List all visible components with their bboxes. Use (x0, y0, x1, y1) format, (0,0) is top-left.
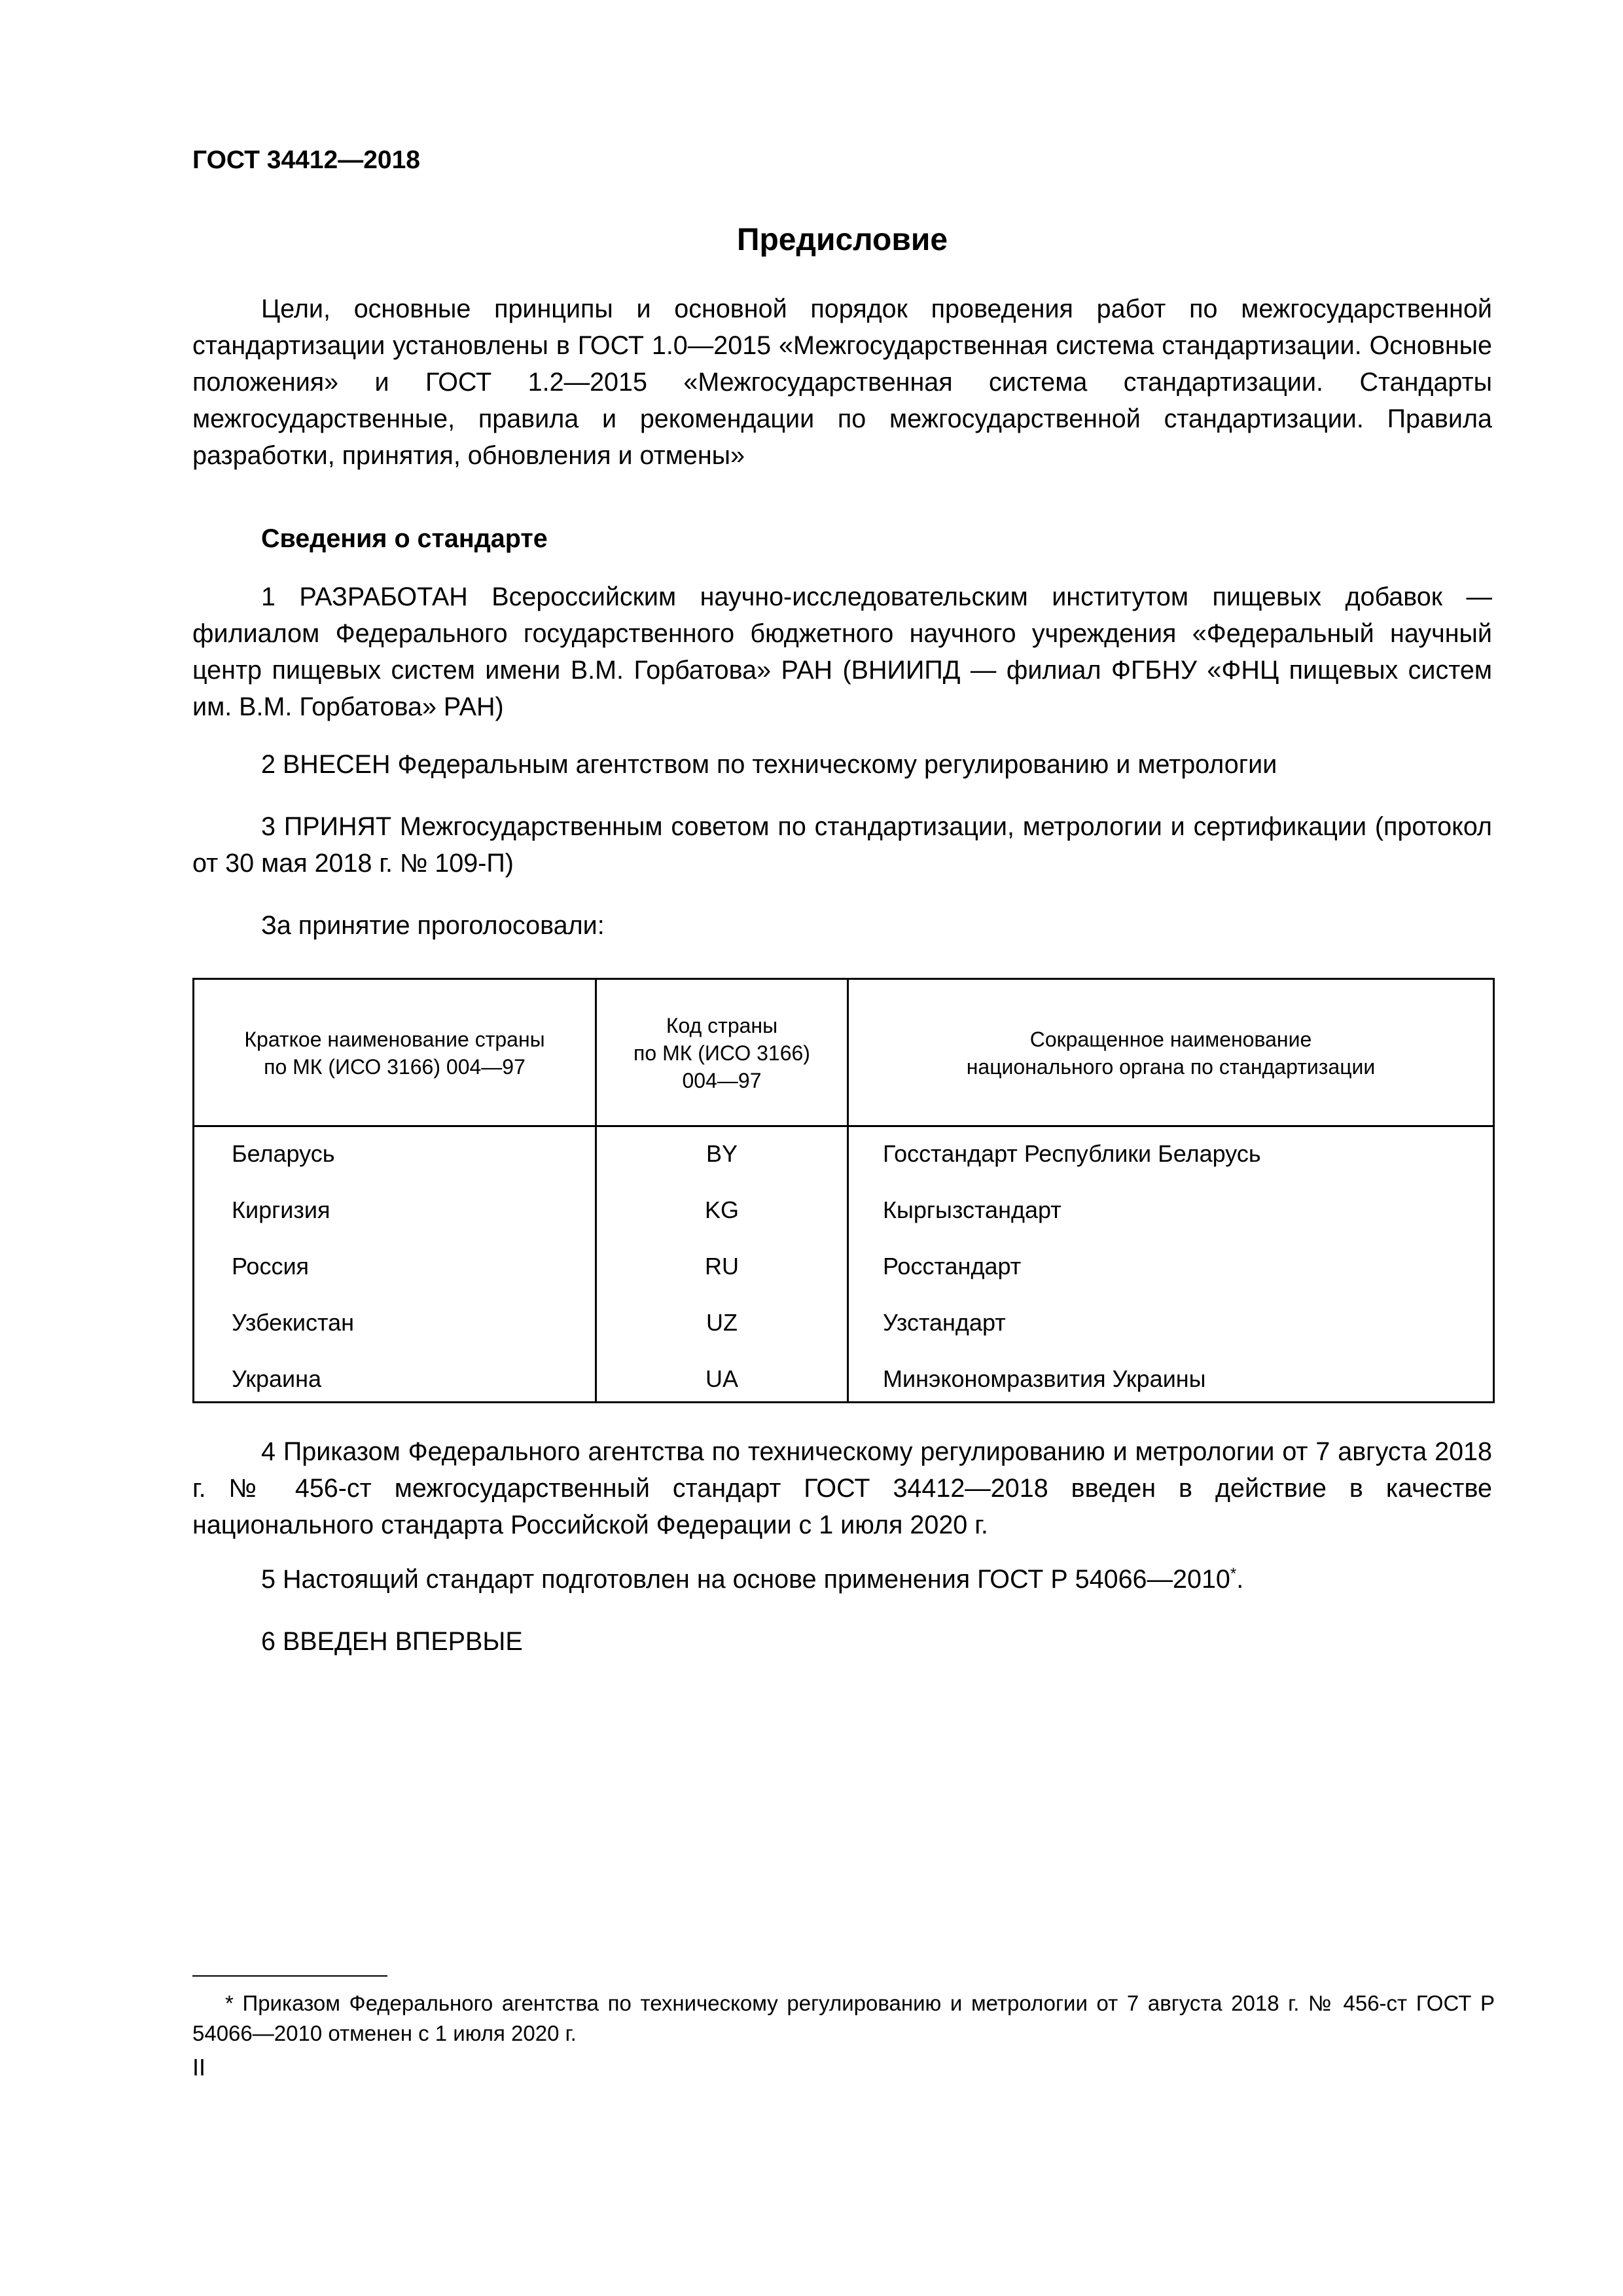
section-title: Предисловие (736, 223, 948, 257)
item-5-basis (192, 1561, 1492, 1598)
table-cell-body: Узстандарт (883, 1309, 1006, 1336)
table-cell-country: Россия (232, 1253, 310, 1280)
table-cell-code: BY (705, 1140, 738, 1167)
footnote-divider (192, 1975, 387, 1977)
info-heading: Сведения о стандарте (261, 524, 548, 553)
item-3-adopted: 3 ПРИНЯТ Межгосударственным советом по стандартизации, метрологии и сертификации (протокол от 30 мая 2018 г. № 109-П) (192, 812, 1492, 878)
table-header-code: Код страны по МК (ИСО 3166) 004—97 (633, 1014, 810, 1092)
item-1-developed: 1 РАЗРАБОТАН Всероссийским научно-исследовательским институтом пищевых добавок — филиалом Федерального государственного бюджетного научного учреждения «Федеральный научный центр пищевых систем имени В.М. Горбатова» РАН (ВНИИПД — филиал ФГБНУ «ФНЦ пищевых систем им. В.М. Горбатова» РАН) (192, 583, 1492, 721)
table-header-country: Краткое наименование страны по МК (ИСО 3166) 004—97 (244, 1028, 545, 1079)
document-id: ГОСТ 34412—2018 (192, 146, 420, 174)
table-cell-country: Беларусь (232, 1140, 335, 1167)
item-5-text: 5 Настоящий стандарт подготовлен на основе применения ГОСТ Р 54066—2010 (261, 1565, 1230, 1594)
table-row (194, 1188, 1493, 1244)
table-cell-body: Госстандарт Республики Беларусь (883, 1140, 1261, 1167)
table-cell-code: UA (705, 1365, 738, 1392)
table-cell-body: Росстандарт (883, 1253, 1022, 1280)
table-row (194, 1300, 1493, 1357)
table-row (194, 1244, 1493, 1300)
item-6-introduced: 6 ВВЕДЕН ВПЕРВЫЕ (261, 1627, 523, 1656)
item-4-order: 4 Приказом Федерального агентства по техническому регулированию и метрологии от 7 августа 2018 г. № 456-ст межгосударственный стандарт ГОСТ 34412—2018 введен в действие в качестве национального стандарта Российской Федерации с 1 июля 2020 г. (192, 1437, 1492, 1539)
table-cell-country: Киргизия (232, 1196, 330, 1223)
table-cell-country: Узбекистан (232, 1309, 355, 1336)
item-5-end: . (1236, 1565, 1244, 1594)
voting-table (192, 978, 1495, 1403)
intro-paragraph: Цели, основные принципы и основной порядок проведения работ по межгосударственной стандартизации установлены в ГОСТ 1.0—2015 «Межгосударственная система стандартизации. Основные положения» и ГОСТ 1.2—2015 «Межгосударственная система стандартизации. Стандарты межгосударственные, правила и рекомендации по межгосударственной стандартизации. Правила разработки, принятия, обновления и отмены» (192, 295, 1492, 470)
table-cell-code: KG (704, 1196, 739, 1223)
voted-label: За принятие проголосовали: (261, 911, 605, 940)
table-row (194, 1132, 1493, 1188)
table-cell-country: Украина (232, 1365, 322, 1392)
table-cell-body: Кыргызстандарт (883, 1196, 1061, 1223)
table-cell-body: Минэкономразвития Украины (883, 1365, 1206, 1392)
table-row (194, 1357, 1493, 1413)
page-number: II (192, 2054, 206, 2081)
footnote-mark: * (1230, 1564, 1237, 1583)
table-cell-code: UZ (706, 1309, 738, 1336)
table-cell-code: RU (705, 1253, 739, 1280)
footnote: * Приказом Федерального агентства по техническому регулированию и метрологии от 7 августа 2018 г. № 456-ст ГОСТ Р 54066—2010 отменен с 1 июля 2020 г. (192, 1991, 1495, 2045)
table-header-body: Сокращенное наименование национального органа по стандартизации (966, 1028, 1376, 1079)
item-2-submitted: 2 ВНЕСЕН Федеральным агентством по техническому регулированию и метрологии (261, 750, 1277, 779)
